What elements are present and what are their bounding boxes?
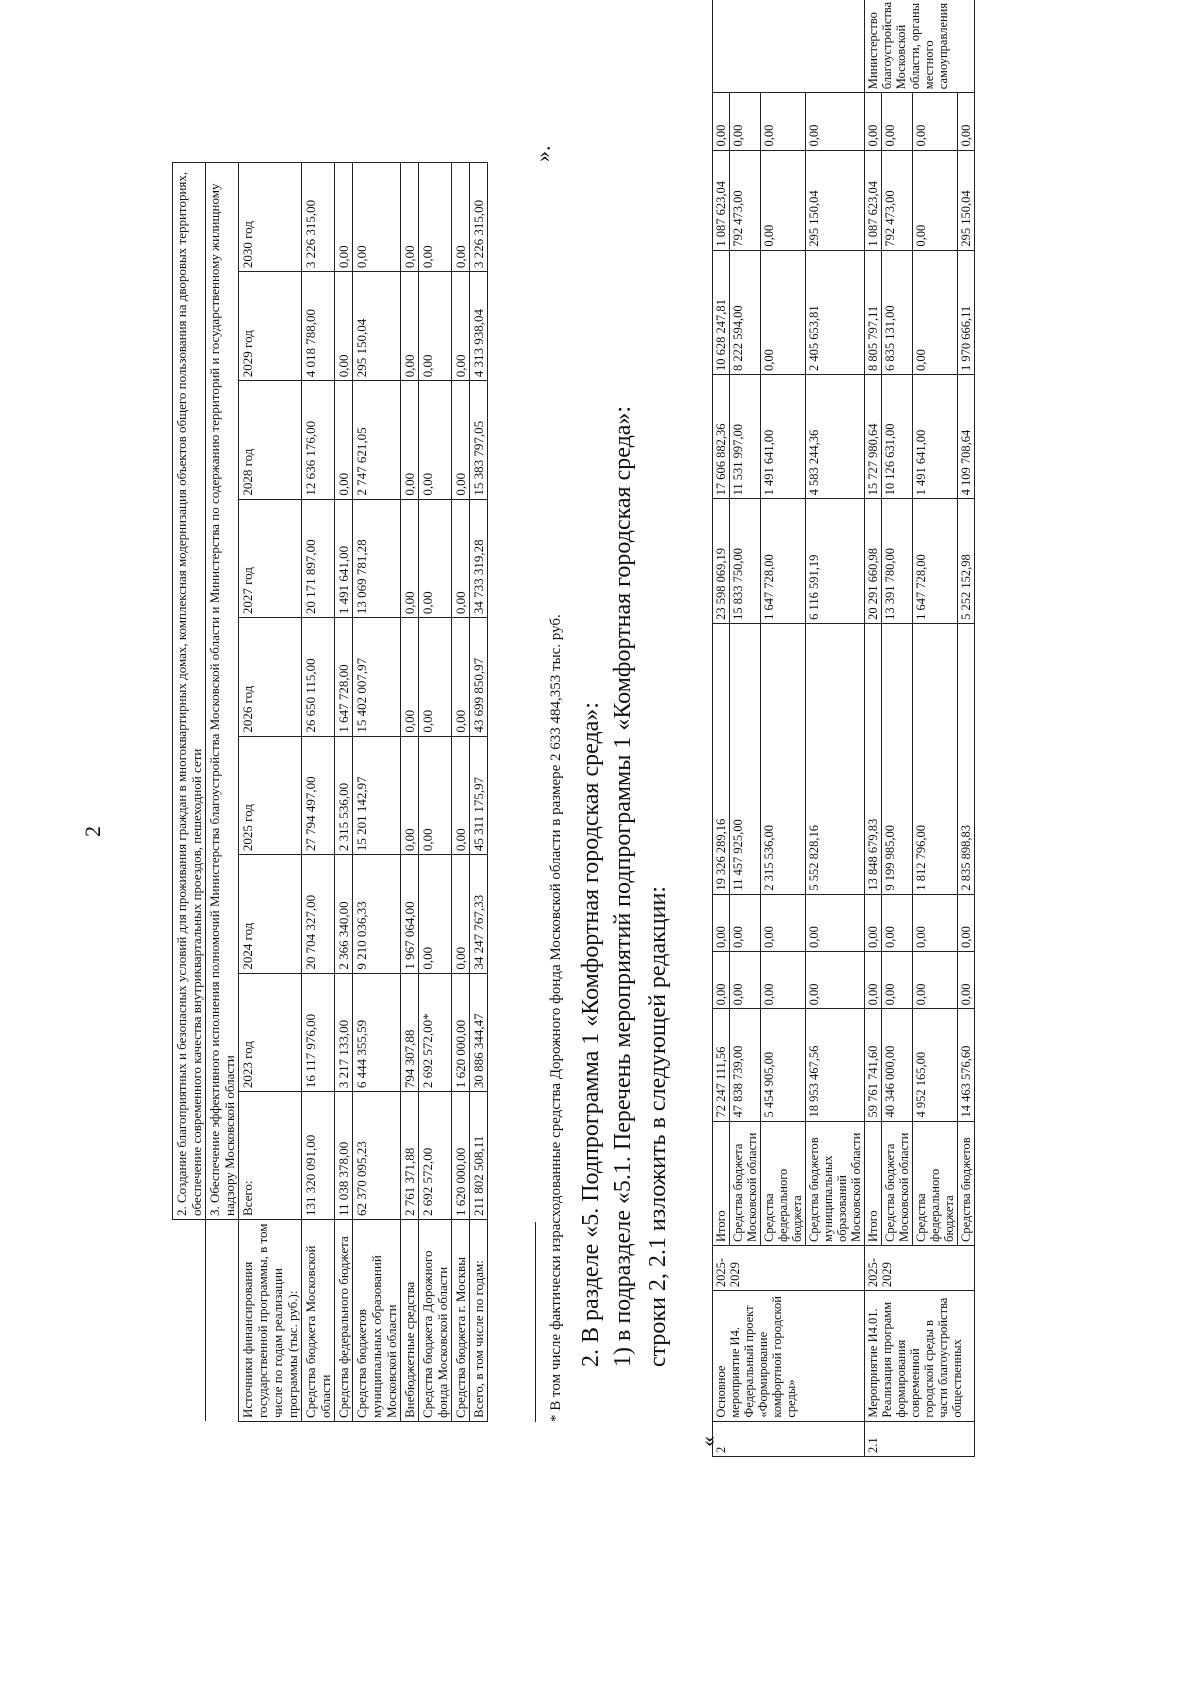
funding-value: 2 315 536,00 [761,623,806,894]
financing-value: 4 018 788,00 [302,272,335,381]
funding-value: 0,00 [730,93,761,150]
financing-header-row [239,163,302,1422]
funding-value: 0,00 [882,894,913,951]
goal-3: 3. Обеспечение эффективного исполнения полномочий Министерства благоустройства Московской области и Министерства по содержанию территорий и государственному жилищному надзору Московской области [206,163,239,1220]
financing-value: 0,00 [419,381,452,499]
financing-row-label: Средства федерального бюджета [335,1220,353,1422]
financing-value: 2 692 572,00 [419,1092,452,1220]
financing-value: 0,00 [452,855,470,973]
funding-value: 0,00 [913,250,958,374]
financing-value: 3 226 315,00 [470,163,488,272]
funding-source: Средства бюджетов муниципальных образований Московской области [806,1121,865,1245]
funding-value: 19 326 289,16 [713,623,730,894]
event-period: 2025-2029 [865,1245,975,1290]
financing-value: 1 620 000,00 [452,973,470,1091]
financing-value: 0,00 [335,163,353,272]
financing-value: 9 210 036,33 [353,855,401,973]
funding-value: 5 454 905,00 [761,1009,806,1121]
financing-value: 0,00 [401,499,419,617]
financing-table [172,162,488,1422]
event-row [730,0,761,1457]
financing-value: 0,00 [452,272,470,381]
funding-value: 1 491 641,00 [761,374,806,498]
financing-value: 15 402 007,97 [353,618,401,736]
financing-row-label: Средства бюджетов муниципальных образований Московской области [353,1220,401,1422]
funding-value: 4 583 244,36 [806,374,865,498]
col-header: 2026 год [239,618,302,736]
financing-value: 43 699 850,97 [470,618,488,736]
col-header: 2025 год [239,736,302,854]
financing-row [353,163,401,1422]
financing-value: 0,00 [452,381,470,499]
event-name: Мероприятие И4.01. Реализация программ формирования современной городской среды в части благоустройства общественных [865,1291,975,1422]
financing-value: 6 444 355,59 [353,973,401,1091]
subsection-text-2: строки 2, 2.1 изложить в следующей редакции: [645,886,671,1367]
financing-row-label: Средства бюджета Дорожного фонда Московской области [419,1220,452,1422]
funding-value: 1 970 666,11 [958,250,975,374]
funding-source: Средства бюджета Московской области [730,1121,761,1245]
col-header: 2023 год [239,973,302,1091]
financing-value: 3 217 133,00 [335,973,353,1091]
financing-row-label: Всего, в том числе по годам: [470,1220,488,1422]
financing-value: 34 247 767,33 [470,855,488,973]
financing-value: 0,00 [419,272,452,381]
funding-value: 5 252 152,98 [958,499,975,623]
funding-value: 6 116 591,19 [806,499,865,623]
funding-value: 9 199 985,00 [882,623,913,894]
event-row [958,0,975,1457]
events-body [713,0,975,1457]
funding-value: 59 761 741,60 [865,1009,882,1121]
section-heading: 2. В разделе «5. Подпрограмма 1 «Комфортная городская среда»: [578,702,604,1367]
event-row [882,0,913,1457]
financing-value: 2 761 371,88 [401,1092,419,1220]
funding-value: 0,00 [913,93,958,150]
financing-value: 0,00 [419,736,452,854]
funding-value: 0,00 [761,250,806,374]
funding-source: Средства федерального бюджета [913,1121,958,1245]
funding-value: 0,00 [882,93,913,150]
funding-value: 0,00 [958,951,975,1008]
goal-row [173,163,206,1422]
funding-value: 0,00 [913,951,958,1008]
financing-value: 2 315 536,00 [335,736,353,854]
event-number: 2 [713,1421,865,1456]
funding-value: 1 647 728,00 [761,499,806,623]
funding-value: 295 150,04 [806,150,865,250]
financing-row-label: Внебюджетные средства [401,1220,419,1422]
financing-value: 295 150,04 [353,272,401,381]
financing-row [452,163,470,1422]
funding-value: 2 405 653,81 [806,250,865,374]
funding-value: 10 628 247,81 [713,250,730,374]
funding-value: 47 838 739,00 [730,1009,761,1121]
funding-value: 0,00 [761,951,806,1008]
goal-row [206,163,239,1422]
funding-value: 0,00 [713,93,730,150]
events-table [712,0,975,1457]
financing-value: 794 307,88 [401,973,419,1091]
funding-value: 10 126 631,00 [882,374,913,498]
funding-value: 1 812 796,00 [913,623,958,894]
financing-value: 11 038 378,00 [335,1092,353,1220]
financing-value: 15 201 142,97 [353,736,401,854]
financing-value: 4 313 938,04 [470,272,488,381]
financing-value: 2 366 340,00 [335,855,353,973]
financing-value: 0,00 [419,618,452,736]
funding-value: 6 835 131,00 [882,250,913,374]
event-number: 2.1 [865,1421,975,1456]
financing-value: 1 647 728,00 [335,618,353,736]
col-header: 2029 год [239,272,302,381]
funding-value: 18 953 467,56 [806,1009,865,1121]
financing-value: 0,00 [401,736,419,854]
funding-value: 0,00 [958,93,975,150]
financing-value: 1 967 064,00 [401,855,419,973]
funding-value: 8 805 797,11 [865,250,882,374]
financing-value: 45 311 175,97 [470,736,488,854]
financing-row [335,163,353,1422]
funding-value: 0,00 [713,894,730,951]
funding-value: 792 473,00 [730,150,761,250]
blank-cell [206,1220,239,1422]
funding-value: 20 291 660,98 [865,499,882,623]
event-row [761,0,806,1457]
financing-value: 1 620 000,00 [452,1092,470,1220]
funding-value: 0,00 [913,150,958,250]
funding-value: 17 606 882,36 [713,374,730,498]
financing-value: 0,00 [335,381,353,499]
financing-body [302,163,488,1422]
funding-value: 0,00 [865,951,882,1008]
page-number: 2 [80,826,105,837]
blank-cell [173,1220,206,1422]
event-period: 2025-2029 [713,1245,865,1290]
financing-value: 0,00 [419,855,452,973]
funding-value: 4 952 165,00 [913,1009,958,1121]
financing-value: 0,00 [353,163,401,272]
financing-value: 16 117 976,00 [302,973,335,1091]
financing-value: 0,00 [452,736,470,854]
funding-value: 0,00 [761,150,806,250]
financing-value: 0,00 [401,381,419,499]
funding-source: Итого [713,1121,730,1245]
event-row [913,0,958,1457]
financing-value: 211 802 508,11 [470,1092,488,1220]
financing-header-label: Источники финансирования государственной программы, в том числе по годам реализации программы (тыс. руб.): [239,1220,302,1422]
funding-value: 0,00 [913,894,958,951]
funding-value: 14 463 576,60 [958,1009,975,1121]
footnote: * В том числе фактически израсходованные средства Дорожного фонда Московской области в размере 2 633 484,353 тыс. руб. [548,614,564,1422]
event-row [713,0,730,1457]
funding-value: 2 835 898,83 [958,623,975,894]
financing-value: 12 636 176,00 [302,381,335,499]
financing-value: 1 491 641,00 [335,499,353,617]
financing-value: 62 370 095,23 [353,1092,401,1220]
event-name: Основное мероприятие И4. Федеральный проект «Формирование комфортной городской среды» [713,1291,865,1422]
financing-value: 0,00 [335,272,353,381]
financing-value: 0,00 [452,163,470,272]
financing-value: 0,00 [401,618,419,736]
financing-value: 20 171 897,00 [302,499,335,617]
funding-value: 40 346 000,00 [882,1009,913,1121]
financing-value: 0,00 [401,163,419,272]
col-header: 2028 год [239,381,302,499]
funding-value: 0,00 [730,951,761,1008]
funding-value: 15 727 980,64 [865,374,882,498]
funding-value: 15 833 750,00 [730,499,761,623]
open-quote: « [695,1436,720,1447]
event-executor [713,0,865,93]
funding-value: 0,00 [865,894,882,951]
financing-value: 20 704 327,00 [302,855,335,973]
financing-value: 13 069 781,28 [353,499,401,617]
financing-value: 0,00 [401,272,419,381]
financing-row [419,163,452,1422]
funding-value: 13 848 679,83 [865,623,882,894]
funding-source: Итого [865,1121,882,1245]
funding-value: 23 598 069,19 [713,499,730,623]
financing-row [470,163,488,1422]
funding-value: 4 109 708,64 [958,374,975,498]
funding-value: 0,00 [882,951,913,1008]
funding-value: 13 391 780,00 [882,499,913,623]
funding-value: 0,00 [730,894,761,951]
funding-value: 0,00 [761,894,806,951]
funding-value: 5 552 828,16 [806,623,865,894]
funding-value: 72 247 111,56 [713,1009,730,1121]
col-header: 2030 год [239,163,302,272]
financing-row [302,163,335,1422]
funding-value: 792 473,00 [882,150,913,250]
footnote-rule [535,1222,536,1422]
funding-value: 1 087 623,04 [713,150,730,250]
funding-value: 0,00 [958,894,975,951]
financing-value: 34 733 319,28 [470,499,488,617]
funding-source: Средства бюджетов [958,1121,975,1245]
financing-value: 2 692 572,00* [419,973,452,1091]
funding-value: 0,00 [806,951,865,1008]
financing-row-label: Средства бюджета Московской области [302,1220,335,1422]
funding-value: 0,00 [806,93,865,150]
event-row [865,0,882,1457]
funding-source: Средства федерального бюджета [761,1121,806,1245]
event-row [806,0,865,1457]
event-executor: Министерство благоустройства Московской области, органы местного самоуправления [865,0,975,93]
financing-value: 0,00 [452,499,470,617]
financing-value: 26 650 115,00 [302,618,335,736]
subsection-text: 1) в подразделе «5.1. Перечень мероприятий подпрограммы 1 «Комфортная городская среда»: [610,405,636,1367]
funding-value: 0,00 [806,894,865,951]
financing-value: 131 320 091,00 [302,1092,335,1220]
funding-value: 11 457 925,00 [730,623,761,894]
financing-row-label: Средства бюджета г. Москвы [452,1220,470,1422]
financing-value: 2 747 621,05 [353,381,401,499]
close-quote: ». [530,145,555,162]
funding-value: 0,00 [865,93,882,150]
funding-value: 11 531 997,00 [730,374,761,498]
financing-value: 0,00 [419,163,452,272]
financing-value: 0,00 [452,618,470,736]
funding-value: 1 491 641,00 [913,374,958,498]
funding-value: 295 150,04 [958,150,975,250]
financing-value: 30 886 344,47 [470,973,488,1091]
funding-value: 1 647 728,00 [913,499,958,623]
financing-value: 27 794 497,00 [302,736,335,854]
goal-2: 2. Создание благоприятных и безопасных условий для проживания граждан в многоквартирных домах, комплексная модернизация объектов общего пользования на дворовых территориях, обеспечение современного качества внутриквартальных проездов, пешеходной сети [173,163,206,1220]
funding-value: 0,00 [713,951,730,1008]
col-header: 2027 год [239,499,302,617]
funding-value: 8 222 594,00 [730,250,761,374]
col-header: Всего: [239,1092,302,1220]
funding-value: 1 087 623,04 [865,150,882,250]
financing-value: 3 226 315,00 [302,163,335,272]
financing-value: 0,00 [419,499,452,617]
funding-value: 0,00 [761,93,806,150]
col-header: 2024 год [239,855,302,973]
financing-value: 15 383 797,05 [470,381,488,499]
funding-source: Средства бюджета Московской области [882,1121,913,1245]
financing-row [401,163,419,1422]
